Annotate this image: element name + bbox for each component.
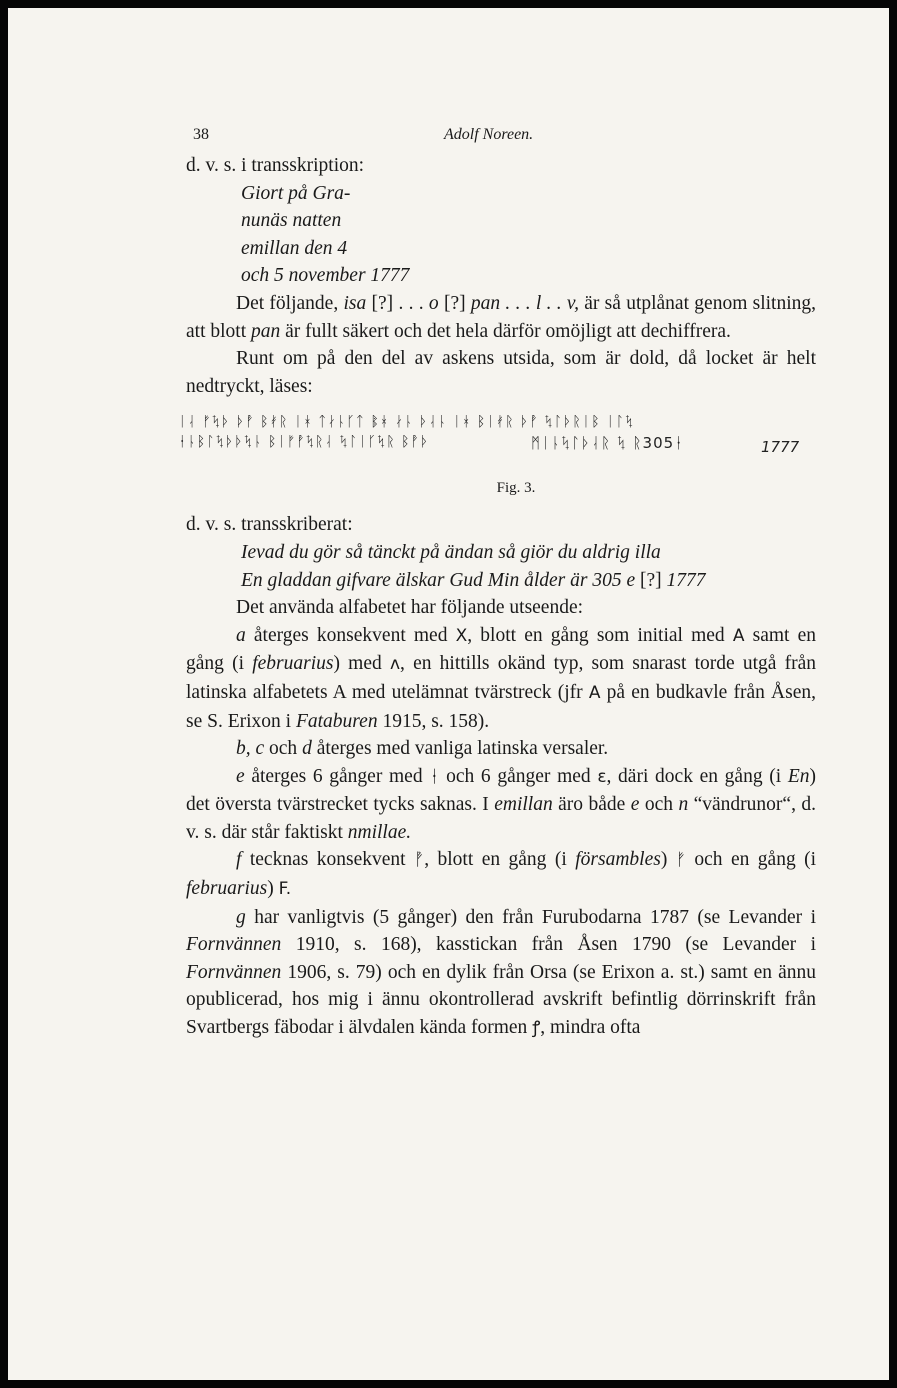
letter-glyph: A <box>732 625 745 646</box>
letter-glyph: ᚡ <box>414 850 425 871</box>
rune-line: ᛁᛆ ᚠᛪᚦ ᚦᚡ ᛒᚯᚱ ᛁᚼ ᛏᛅᚿᚴᛏ ᛔᚼ ᛅᚿ ᚦᛆᚿ ᛁᚼ ᛒᛁᚯᚱ ᚦᚡ ᛪᛚᚦᚱᛁᛒ ᛁᛚᛪ <box>178 414 635 431</box>
letter-glyph: ᛂ <box>429 766 440 787</box>
paragraph-f: f tecknas konsekvent ᚡ, blott en gång (i försambles) ᚠ och en gång (i februarius) F. <box>186 849 817 900</box>
paragraph-g: g har vanligtvis (5 gånger) den från Furubodarna 1787 (se Levander i Fornvännen 1910, s. 168), kasstickan från Åsen 1790 (se Levander i Fornvännen 1906, s. 79) och en dylik från Orsa (se Erixon a. st.) samt en ännu opublicerad, hos mig i ännu okontrollerad avskrift befintlig dörrinskrift från Svartbergs fäbodar i älvdalen kända formen ꝭ, mindra ofta <box>186 906 817 1039</box>
transcribed-text <box>186 539 816 594</box>
letter-glyph: ɛ <box>597 766 607 787</box>
paragraph-alfabet: Det använda alfabetet har följande utseende: <box>236 597 584 619</box>
rune-line: ᛗᛁᚿᛪᛚᚦᛆᚱ ᛪ ᚱ305ᛂ <box>531 434 685 453</box>
paragraph-e: e återges 6 gånger med ᛂ och 6 gånger med ɛ, däri dock en gång (i En) det översta tvärstrecket tycks saknas. I emillan äro både e och n “vändrunor“, d. v. s. där står faktiskt nmillae. <box>186 765 817 843</box>
rune-inscription-figure <box>178 412 816 478</box>
paragraph-bcd: b, c och d återges med vanliga latinska versaler. <box>236 738 609 760</box>
page-header <box>186 126 816 152</box>
letter-glyph: F. <box>278 879 292 900</box>
intro-line-2: d. v. s. transskriberat: <box>186 514 353 536</box>
intro-line: d. v. s. i transskription: <box>186 155 365 176</box>
poem-line: emillan den 4 <box>241 237 348 259</box>
figure-caption: Fig. 3. <box>496 480 536 497</box>
letter-glyph: ꝭ <box>532 1018 541 1039</box>
poem-line: En gladdan gifvare älskar Gud Min ålder är 305 e [?] 1777 <box>241 569 706 591</box>
poem-line: Ievad du gör så tänckt på ändan så giör du aldrig illa <box>241 541 661 563</box>
letter-glyph: X <box>455 625 468 646</box>
page-content <box>178 126 817 1043</box>
poem-line: nunäs natten <box>241 210 342 232</box>
rune-year: 1777 <box>761 438 800 457</box>
poem-line: och 5 november 1777 <box>241 265 410 287</box>
poem-line: Giort på Gra- <box>241 182 351 204</box>
paragraph-det: Det följande, isa [?] . . . o [?] pan . . . l . . v, är så utplånat genom slitning, att blott pan är fullt säkert och det hela därför omöjligt att dechiffrera. <box>186 292 817 342</box>
book-page <box>8 8 889 1380</box>
running-title: Adolf Noreen. <box>444 126 534 143</box>
paragraph-runt: Runt om på den del av askens utsida, som är dold, då locket är helt nedtryckt, läses: <box>186 348 816 397</box>
letter-glyph: A <box>588 682 601 703</box>
transcription-poem <box>186 180 816 290</box>
page-number: 38 <box>193 126 209 143</box>
paragraph-a: a återges konsekvent med X, blott en gång som initial med A samt en gång (i februarius) med ʌ, en hittills okänd typ, som snarast torde utgå från latinska alfabetets A med utelämnat tvärstreck (jfr A på en budkavle från Åsen, se S. Erixon i Fataburen 1915, s. 158). <box>186 624 817 732</box>
letter-glyph: ᚠ <box>675 850 686 871</box>
rune-line: ᛂᚿᛒᛚᛪᚦᚦᛪᚿ ᛒᛁᚠᚡᛪᚱᛆ ᛪᛚᛁᚴᛪᚱ ᛒᚡᚦ <box>178 434 430 451</box>
letter-glyph: ʌ <box>389 654 401 675</box>
